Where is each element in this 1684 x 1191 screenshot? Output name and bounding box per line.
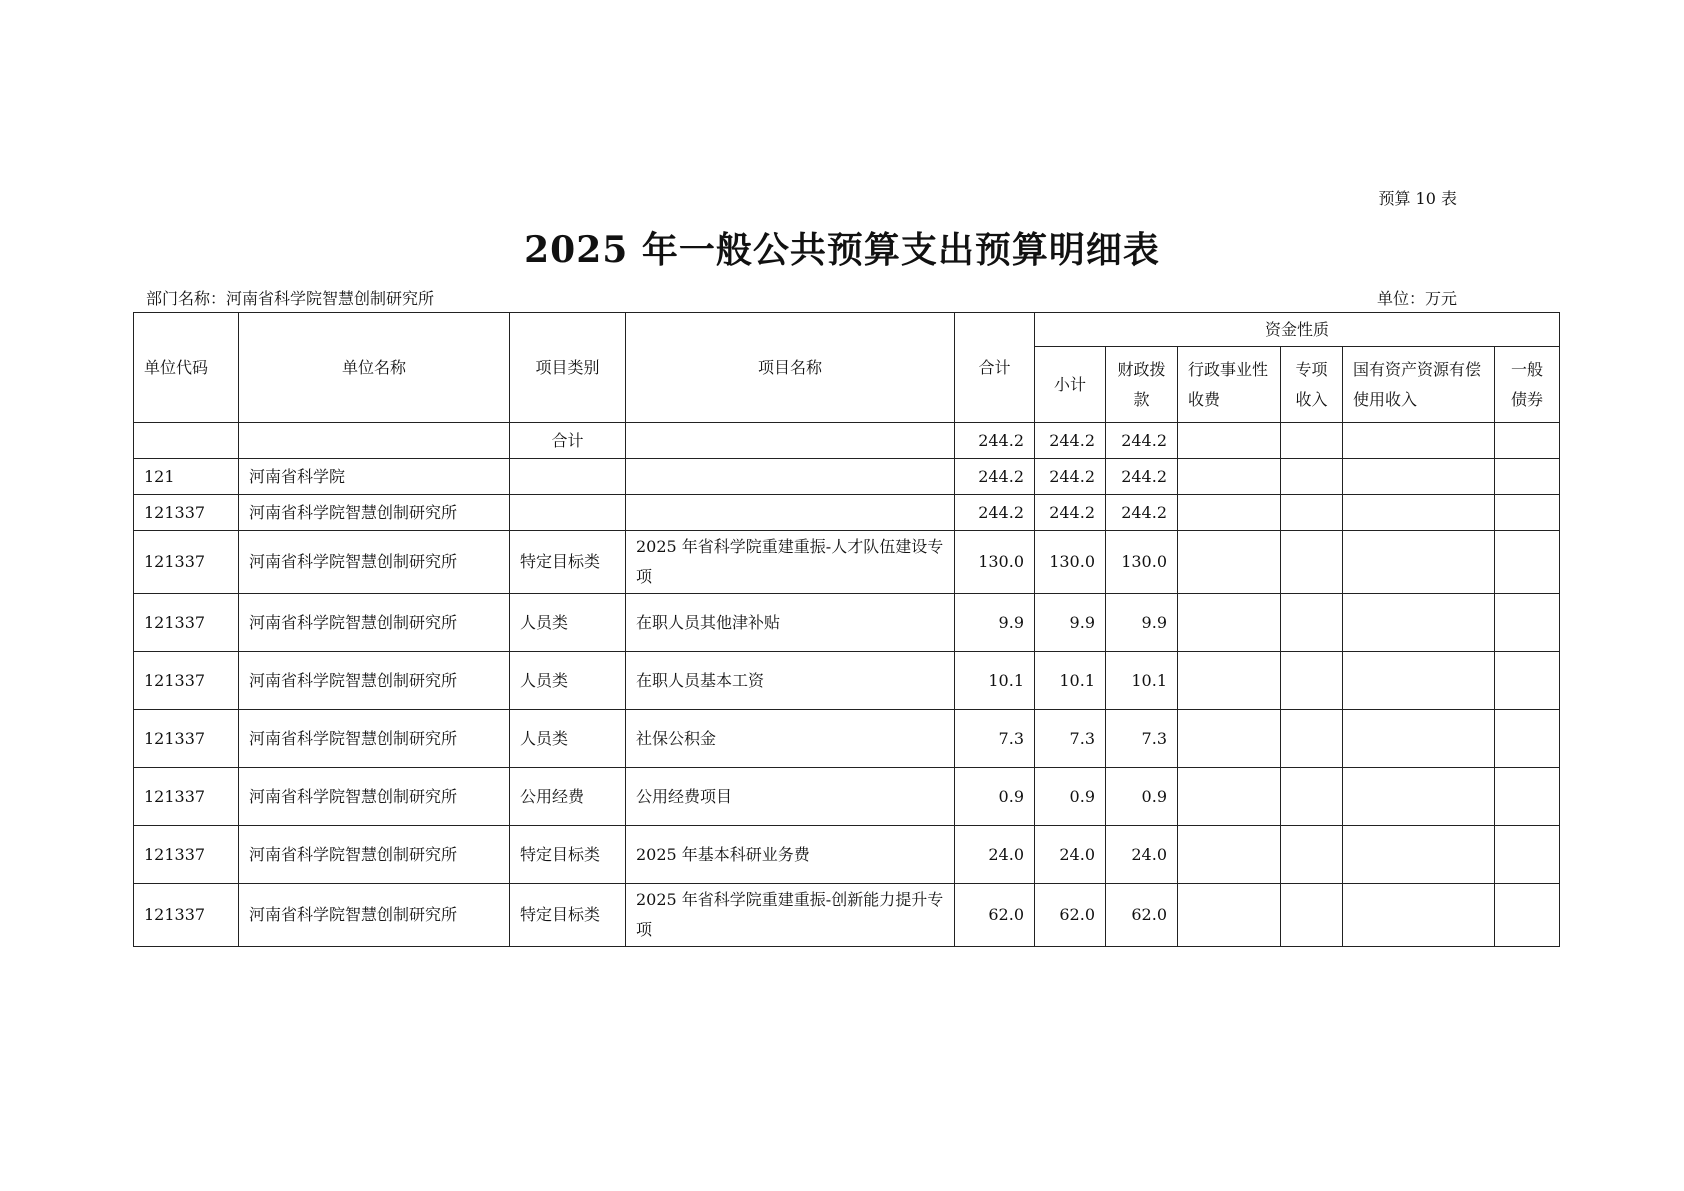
cell-code: 121337	[134, 594, 239, 652]
table-number: 预算 10 表	[1378, 189, 1457, 208]
cell-category: 公用经费	[510, 768, 626, 826]
cell-admin-fee	[1178, 459, 1281, 495]
cell-name: 河南省科学院	[239, 459, 510, 495]
cell-fiscal: 24.0	[1106, 826, 1178, 884]
cell-name: 河南省科学院智慧创制研究所	[239, 884, 510, 947]
cell-subtotal: 244.2	[1035, 459, 1106, 495]
cell-project	[626, 495, 955, 531]
cell-code: 121337	[134, 710, 239, 768]
cell-fiscal: 10.1	[1106, 652, 1178, 710]
table-row	[134, 594, 1560, 652]
cell-total: 244.2	[955, 495, 1035, 531]
header-category: 项目类别	[510, 313, 626, 423]
cell-code: 121337	[134, 768, 239, 826]
cell-special	[1281, 594, 1343, 652]
header-state-asset: 国有资产资源有偿使用收入	[1343, 347, 1495, 423]
cell-name: 河南省科学院智慧创制研究所	[239, 710, 510, 768]
cell-subtotal: 130.0	[1035, 531, 1106, 594]
cell-bond	[1495, 884, 1560, 947]
cell-project: 2025 年省科学院重建重振-人才队伍建设专项	[626, 531, 955, 594]
cell-name: 河南省科学院智慧创制研究所	[239, 652, 510, 710]
cell-code: 121337	[134, 826, 239, 884]
cell-code: 121	[134, 459, 239, 495]
cell-bond	[1495, 594, 1560, 652]
page-title: 2025 年一般公共预算支出预算明细表	[524, 229, 1160, 271]
cell-category: 人员类	[510, 710, 626, 768]
cell-total: 130.0	[955, 531, 1035, 594]
cell-category: 合计	[510, 423, 626, 459]
cell-project	[626, 423, 955, 459]
cell-code: 121337	[134, 884, 239, 947]
cell-state-asset	[1343, 459, 1495, 495]
unit-label: 单位：万元	[1376, 289, 1457, 308]
cell-name: 河南省科学院智慧创制研究所	[239, 495, 510, 531]
cell-special	[1281, 495, 1343, 531]
cell-total: 7.3	[955, 710, 1035, 768]
cell-subtotal: 10.1	[1035, 652, 1106, 710]
cell-subtotal: 9.9	[1035, 594, 1106, 652]
cell-admin-fee	[1178, 495, 1281, 531]
cell-name: 河南省科学院智慧创制研究所	[239, 826, 510, 884]
cell-project: 2025 年省科学院重建重振-创新能力提升专项	[626, 884, 955, 947]
cell-project	[626, 459, 955, 495]
cell-admin-fee	[1178, 884, 1281, 947]
header-project: 项目名称	[626, 313, 955, 423]
cell-total: 0.9	[955, 768, 1035, 826]
cell-subtotal: 0.9	[1035, 768, 1106, 826]
cell-special	[1281, 652, 1343, 710]
cell-project: 在职人员基本工资	[626, 652, 955, 710]
cell-total: 244.2	[955, 423, 1035, 459]
cell-subtotal: 244.2	[1035, 495, 1106, 531]
cell-state-asset	[1343, 884, 1495, 947]
cell-fiscal: 244.2	[1106, 495, 1178, 531]
cell-state-asset	[1343, 710, 1495, 768]
cell-special	[1281, 884, 1343, 947]
table-body	[134, 423, 1560, 947]
cell-special	[1281, 531, 1343, 594]
header-unit-name: 单位名称	[239, 313, 510, 423]
cell-fiscal: 130.0	[1106, 531, 1178, 594]
cell-name	[239, 423, 510, 459]
cell-name: 河南省科学院智慧创制研究所	[239, 531, 510, 594]
cell-fiscal: 9.9	[1106, 594, 1178, 652]
cell-category	[510, 495, 626, 531]
header-special: 专项收入	[1281, 347, 1343, 423]
cell-fiscal: 7.3	[1106, 710, 1178, 768]
table-row	[134, 531, 1560, 594]
cell-category: 人员类	[510, 594, 626, 652]
cell-bond	[1495, 710, 1560, 768]
table-row	[134, 826, 1560, 884]
cell-bond	[1495, 459, 1560, 495]
table-row	[134, 459, 1560, 495]
cell-bond	[1495, 495, 1560, 531]
cell-name: 河南省科学院智慧创制研究所	[239, 594, 510, 652]
cell-subtotal: 244.2	[1035, 423, 1106, 459]
cell-category: 特定目标类	[510, 826, 626, 884]
cell-category: 人员类	[510, 652, 626, 710]
cell-admin-fee	[1178, 423, 1281, 459]
header-total: 合计	[955, 313, 1035, 423]
cell-category	[510, 459, 626, 495]
cell-special	[1281, 768, 1343, 826]
cell-code: 121337	[134, 531, 239, 594]
cell-special	[1281, 710, 1343, 768]
cell-bond	[1495, 768, 1560, 826]
cell-project: 公用经费项目	[626, 768, 955, 826]
table-row	[134, 768, 1560, 826]
table-row	[134, 710, 1560, 768]
header-funds-group: 资金性质	[1035, 313, 1560, 347]
header-admin-fee: 行政事业性收费	[1178, 347, 1281, 423]
cell-total: 62.0	[955, 884, 1035, 947]
cell-total: 24.0	[955, 826, 1035, 884]
table-row	[134, 884, 1560, 947]
header-bond: 一般债券	[1495, 347, 1560, 423]
cell-subtotal: 24.0	[1035, 826, 1106, 884]
cell-total: 10.1	[955, 652, 1035, 710]
table-row	[134, 495, 1560, 531]
cell-total: 244.2	[955, 459, 1035, 495]
cell-special	[1281, 459, 1343, 495]
cell-subtotal: 7.3	[1035, 710, 1106, 768]
cell-name: 河南省科学院智慧创制研究所	[239, 768, 510, 826]
cell-state-asset	[1343, 531, 1495, 594]
cell-admin-fee	[1178, 826, 1281, 884]
cell-fiscal: 244.2	[1106, 459, 1178, 495]
header-subtotal: 小计	[1035, 347, 1106, 423]
cell-category: 特定目标类	[510, 884, 626, 947]
cell-code: 121337	[134, 652, 239, 710]
cell-special	[1281, 423, 1343, 459]
cell-state-asset	[1343, 495, 1495, 531]
cell-admin-fee	[1178, 652, 1281, 710]
header-fiscal: 财政拨款	[1106, 347, 1178, 423]
cell-state-asset	[1343, 652, 1495, 710]
table-row	[134, 423, 1560, 459]
cell-state-asset	[1343, 826, 1495, 884]
cell-fiscal: 0.9	[1106, 768, 1178, 826]
cell-code	[134, 423, 239, 459]
cell-fiscal: 244.2	[1106, 423, 1178, 459]
department-name: 部门名称：河南省科学院智慧创制研究所	[146, 289, 435, 308]
cell-code: 121337	[134, 495, 239, 531]
cell-project: 在职人员其他津补贴	[626, 594, 955, 652]
cell-bond	[1495, 826, 1560, 884]
cell-total: 9.9	[955, 594, 1035, 652]
cell-subtotal: 62.0	[1035, 884, 1106, 947]
cell-project: 2025 年基本科研业务费	[626, 826, 955, 884]
cell-state-asset	[1343, 423, 1495, 459]
cell-state-asset	[1343, 594, 1495, 652]
cell-fiscal: 62.0	[1106, 884, 1178, 947]
budget-table	[133, 312, 1560, 947]
cell-bond	[1495, 531, 1560, 594]
cell-project: 社保公积金	[626, 710, 955, 768]
cell-admin-fee	[1178, 710, 1281, 768]
header-unit-code: 单位代码	[134, 313, 239, 423]
cell-special	[1281, 826, 1343, 884]
cell-bond	[1495, 652, 1560, 710]
cell-admin-fee	[1178, 531, 1281, 594]
cell-admin-fee	[1178, 594, 1281, 652]
cell-state-asset	[1343, 768, 1495, 826]
cell-admin-fee	[1178, 768, 1281, 826]
cell-category: 特定目标类	[510, 531, 626, 594]
table-row	[134, 652, 1560, 710]
cell-bond	[1495, 423, 1560, 459]
